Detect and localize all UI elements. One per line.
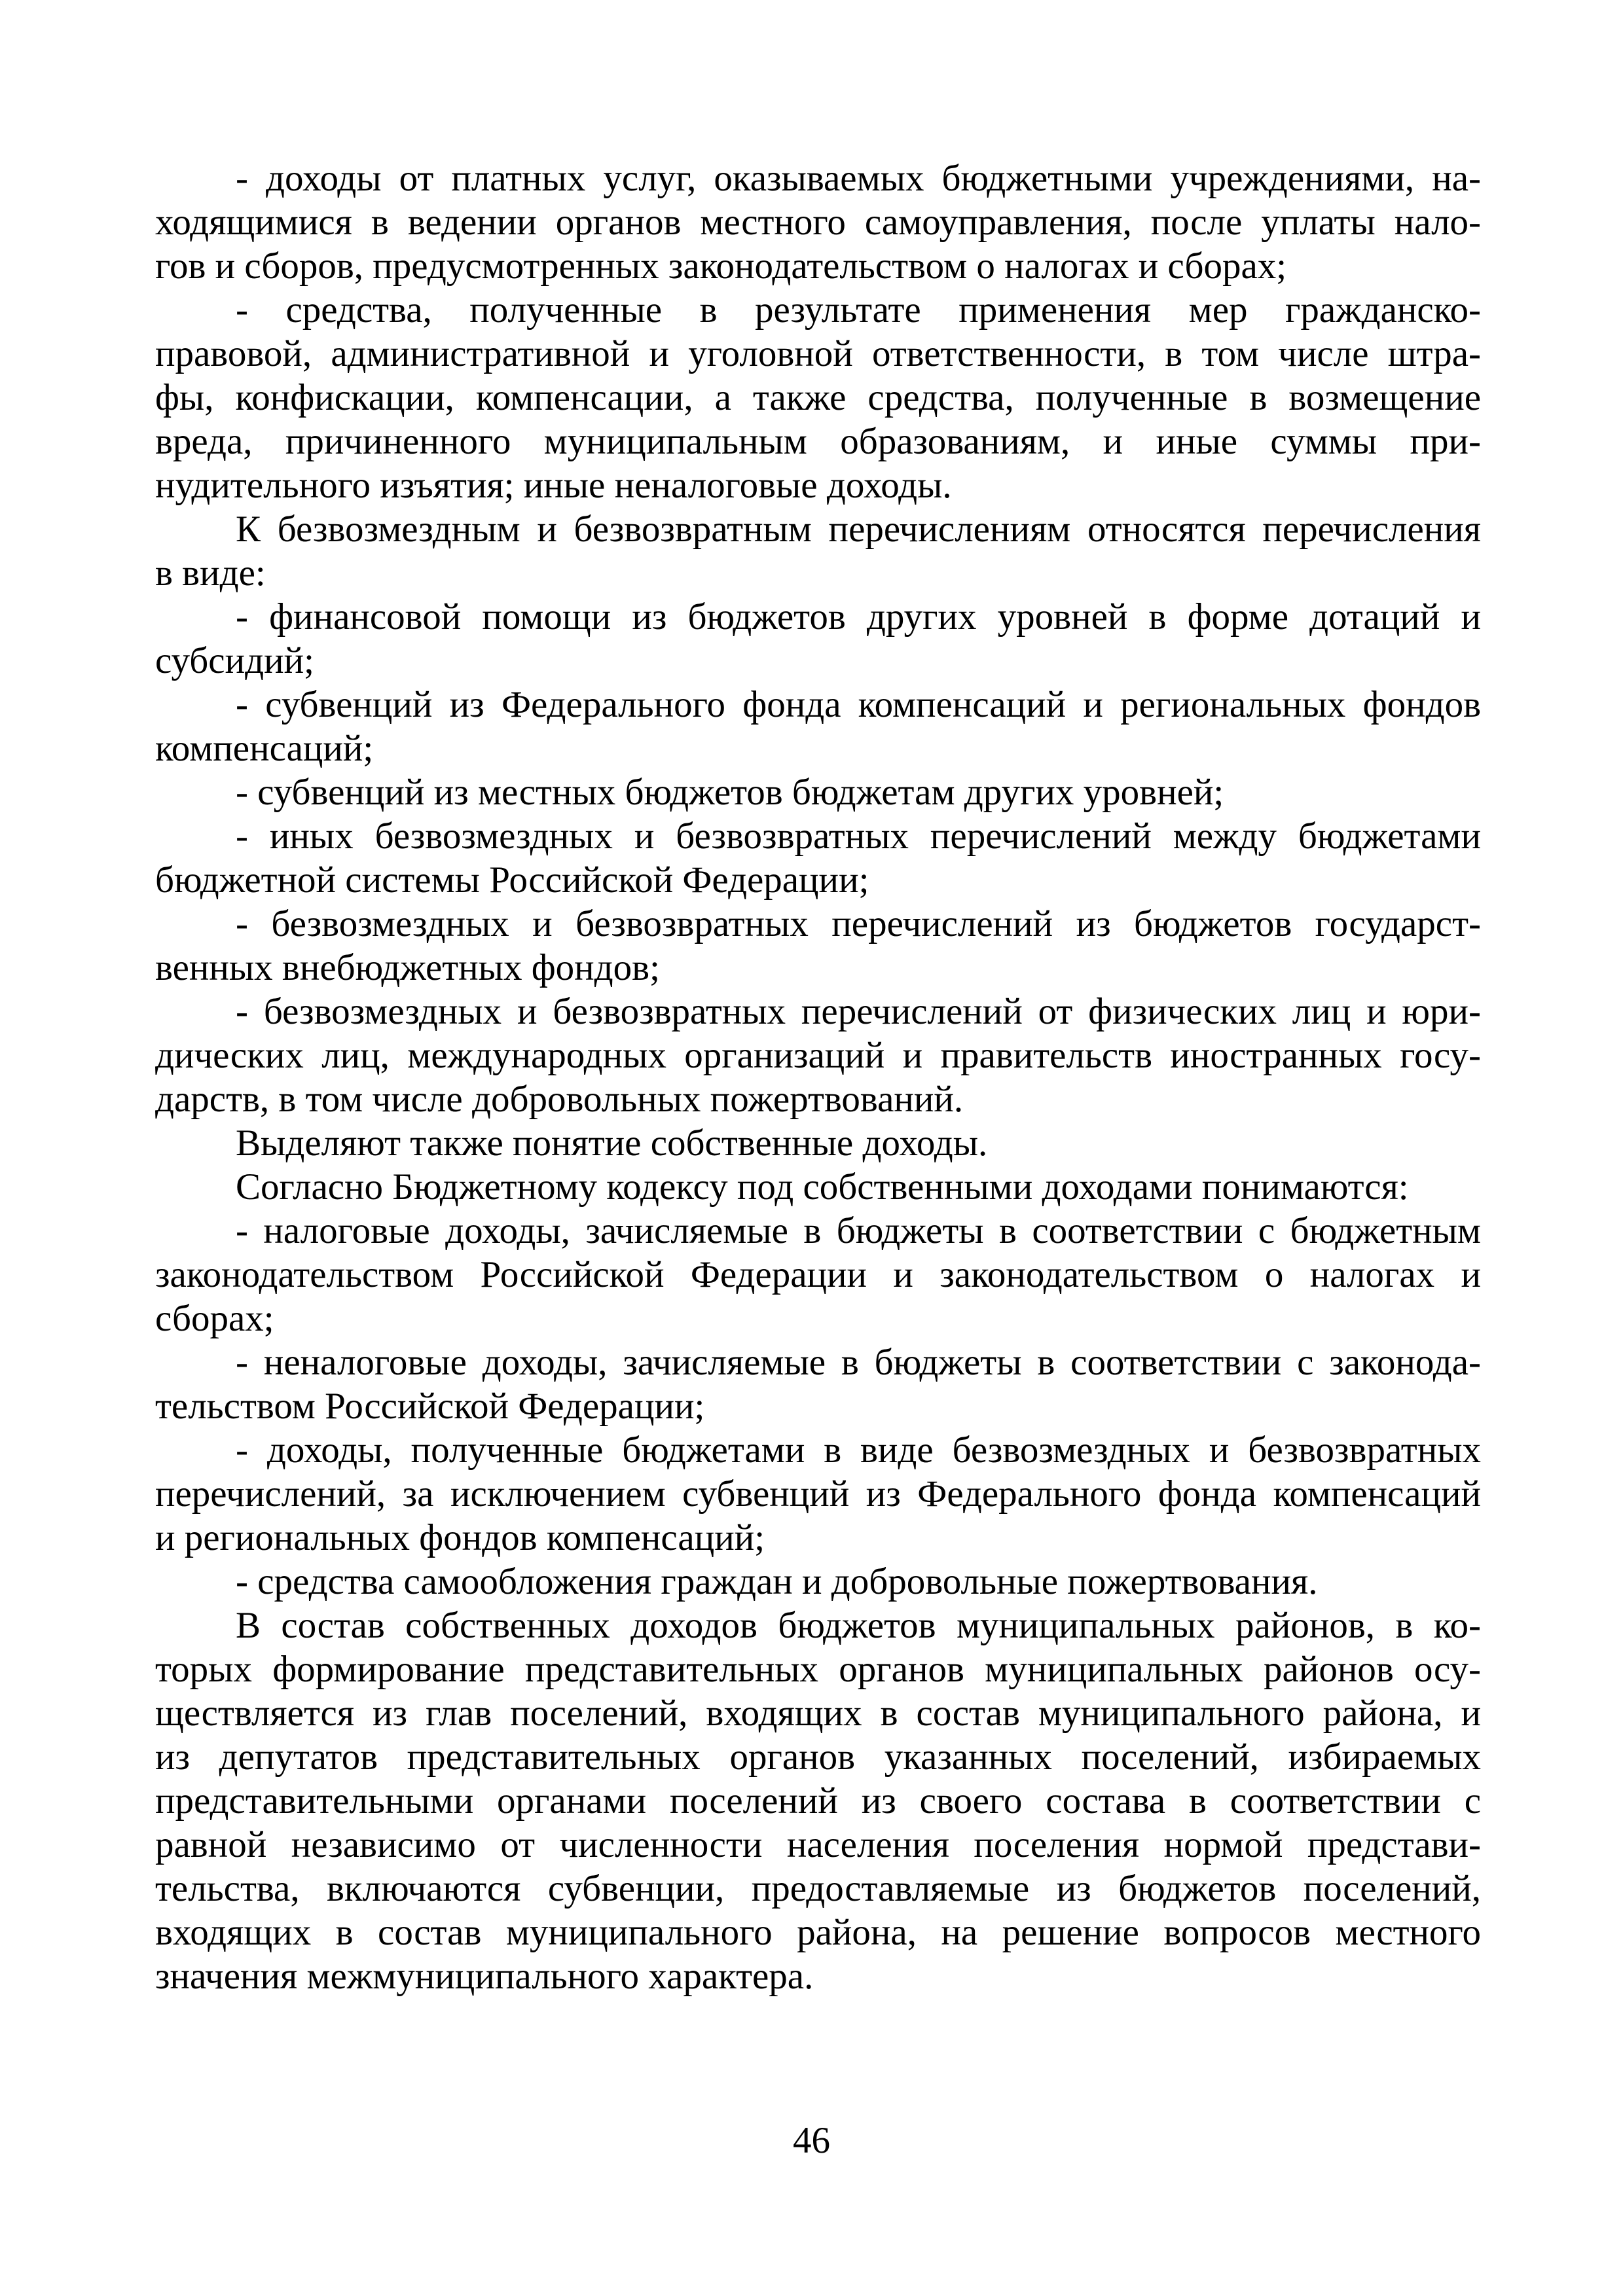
text-line: тельства, включаются субвенции, предоставляемые из бюджетов поселений, xyxy=(155,1868,1481,1909)
text-line: венных внебюджетных фондов; xyxy=(155,947,660,988)
paragraph xyxy=(155,1121,1481,1165)
text-line: субсидий; xyxy=(155,640,314,681)
paragraph xyxy=(155,595,1481,683)
text-line: - неналоговые доходы, зачисляемые в бюджеты в соответствии с законода- xyxy=(236,1342,1481,1383)
paragraph xyxy=(155,288,1481,507)
text-line: тельством Российской Федерации; xyxy=(155,1386,705,1427)
text-line: законодательством Российской Федерации и законодательством о налогах и xyxy=(155,1254,1481,1295)
text-line: представительными органами поселений из своего состава в соответствии с xyxy=(155,1780,1481,1821)
text-line: дических лиц, международных организаций и правительств иностранных госу- xyxy=(155,1035,1481,1076)
paragraph xyxy=(155,1428,1481,1560)
page-number: 46 xyxy=(793,2120,830,2161)
text-line: перечислений, за исключением субвенций из Федерального фонда компенсаций xyxy=(155,1473,1481,1515)
text-line: Согласно Бюджетному кодексу под собственными доходами понимаются: xyxy=(236,1166,1409,1208)
paragraph xyxy=(155,770,1481,814)
text-line: - безвозмездных и безвозвратных перечислений от физических лиц и юри- xyxy=(236,991,1481,1032)
paragraph xyxy=(155,1604,1481,1998)
text-line: гов и сборов, предусмотренных законодательством о налогах и сборах; xyxy=(155,245,1287,287)
text-line: из депутатов представительных органов указанных поселений, избираемых xyxy=(155,1736,1481,1778)
text-line: - субвенций из Федерального фонда компенсаций и региональных фондов xyxy=(236,684,1481,725)
paragraph xyxy=(155,902,1481,990)
text-line: В состав собственных доходов бюджетов муниципальных районов, в ко- xyxy=(236,1605,1481,1646)
text-line: - средства самообложения граждан и добровольные пожертвования. xyxy=(236,1561,1318,1602)
text-line: - средства, полученные в результате применения мер гражданско- xyxy=(236,289,1481,331)
document-body xyxy=(155,156,1481,1998)
text-line: дарств, в том числе добровольных пожертвований. xyxy=(155,1079,964,1120)
text-line: бюджетной системы Российской Федерации; xyxy=(155,859,869,901)
paragraph xyxy=(155,156,1481,288)
text-line: ходящимися в ведении органов местного самоуправления, после уплаты нало- xyxy=(155,202,1481,243)
text-line: К безвозмездным и безвозвратным перечислениям относятся перечисления xyxy=(236,509,1481,550)
text-line: - доходы, полученные бюджетами в виде безвозмездных и безвозвратных xyxy=(236,1429,1481,1471)
text-line: в виде: xyxy=(155,552,266,594)
text-line: фы, конфискации, компенсации, а также средства, полученные в возмещение xyxy=(155,377,1481,418)
paragraph xyxy=(155,507,1481,595)
text-line: - субвенций из местных бюджетов бюджетам других уровней; xyxy=(236,772,1224,813)
text-line: сборах; xyxy=(155,1298,274,1339)
text-line: нудительного изъятия; иные неналоговые доходы. xyxy=(155,465,952,506)
paragraph xyxy=(155,1340,1481,1428)
text-line: - иных безвозмездных и безвозвратных перечислений между бюджетами xyxy=(236,816,1481,857)
text-line: компенсаций; xyxy=(155,728,374,769)
text-line: - безвозмездных и безвозвратных перечислений из бюджетов государст- xyxy=(236,903,1481,944)
text-line: ществляется из глав поселений, входящих в состав муниципального района, и xyxy=(155,1693,1481,1734)
text-line: вреда, причиненного муниципальным образованиям, и иные суммы при- xyxy=(155,421,1481,462)
paragraph xyxy=(155,683,1481,770)
text-line: правовой, административной и уголовной ответственности, в том числе штра- xyxy=(155,333,1481,374)
paragraph xyxy=(155,1165,1481,1209)
paragraph xyxy=(155,990,1481,1121)
paragraph xyxy=(155,814,1481,902)
text-line: - финансовой помощи из бюджетов других уровней в форме дотаций и xyxy=(236,596,1481,637)
text-line: торых формирование представительных органов муниципальных районов осу- xyxy=(155,1649,1481,1690)
paragraph xyxy=(155,1209,1481,1340)
text-line: - доходы от платных услуг, оказываемых бюджетными учреждениями, на- xyxy=(236,158,1481,199)
paragraph xyxy=(155,1560,1481,1604)
text-line: значения межмуниципального характера. xyxy=(155,1956,814,1997)
text-line: входящих в состав муниципального района, на решение вопросов местного xyxy=(155,1912,1481,1953)
text-line: - налоговые доходы, зачисляемые в бюджеты в соответствии с бюджетным xyxy=(236,1210,1481,1251)
text-line: Выделяют также понятие собственные доходы. xyxy=(236,1122,988,1164)
text-line: и региональных фондов компенсаций; xyxy=(155,1517,765,1558)
text-line: равной независимо от численности населения поселения нормой представи- xyxy=(155,1824,1481,1865)
